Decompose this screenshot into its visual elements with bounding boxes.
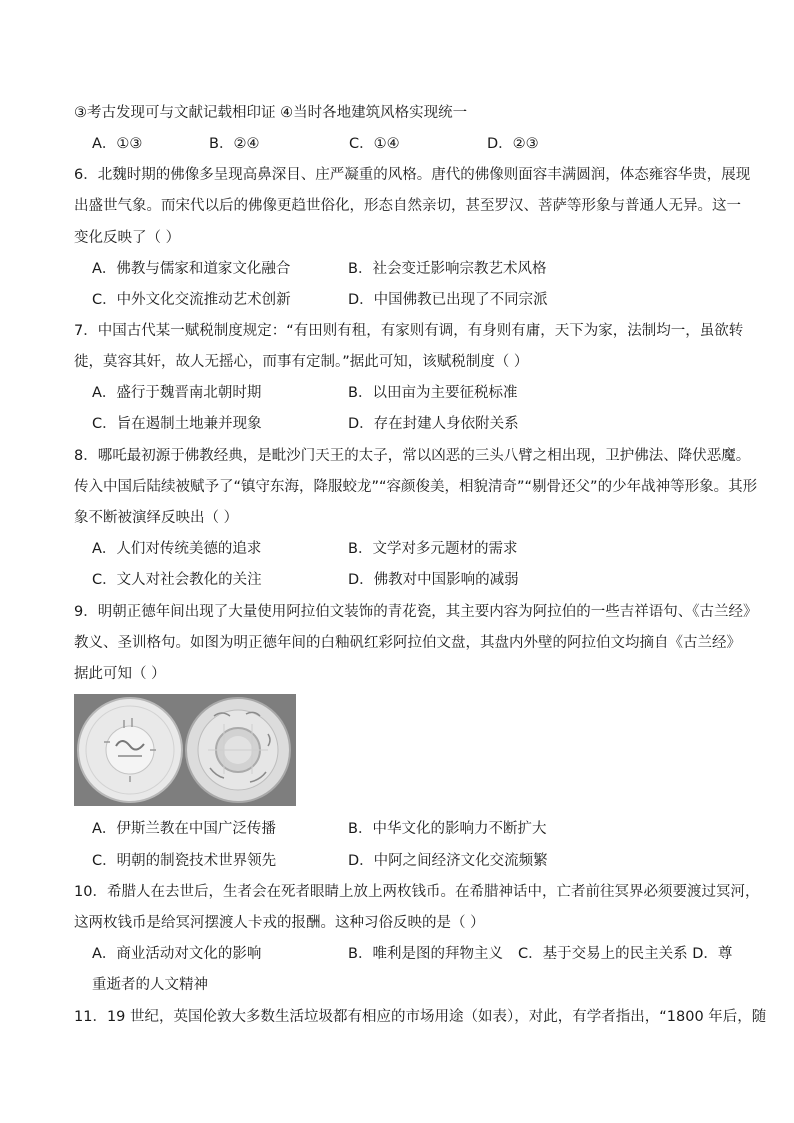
q9-option-c[interactable]: C．明朝的制瓷技术世界领先 [92,853,277,869]
q5-option-b[interactable]: B．②④ [209,136,260,152]
q6-stem-line-3: 变化反映了（ ） [74,230,181,246]
q5-statement-line: ③考古发现可与文献记载相印证 ④当时各地建筑风格实现统一 [74,105,468,121]
q7-option-d[interactable]: D．存在封建人身依附关系 [348,416,519,432]
q8-option-c[interactable]: C．文人对社会教化的关注 [92,572,262,588]
q10-stem-line-1: 10．希腊人在去世后，生者会在死者眼睛上放上两枚钱币。在希腊神话中，亡者前往冥界必须要渡过冥河， [74,884,760,900]
q9-option-a[interactable]: A．伊斯兰教在中国广泛传播 [92,821,276,837]
q6-option-b[interactable]: B．社会变迁影响宗教艺术风格 [348,261,547,277]
q8-stem-line-2: 传入中国后陆续被赋予了“镇守东海，降服蛟龙”“容颜俊美，相貌清奇”“剔骨还父”的少年战神等形象。其形 [74,479,758,495]
q11-stem-line-1: 11．19 世纪，英国伦敦大多数生活垃圾都有相应的市场用途（如表），对此，有学者指出，“1800 年后，随 [74,1009,767,1025]
q6-stem-line-1: 6．北魏时期的佛像多呈现高鼻深目、庄严凝重的风格。唐代的佛像则面容丰满圆润，体态雍容华贵，展现 [74,167,751,183]
arabic-plates-photo [74,694,296,806]
q9-stem-line-2: 教义、圣训格句。如图为明正德年间的白釉矾红彩阿拉伯文盘，其盘内外壁的阿拉伯文均摘自《古兰经》 [74,635,741,651]
q8-option-a[interactable]: A．人们对传统美德的追求 [92,541,262,557]
q8-stem-line-3: 象不断被演绎反映出（ ） [74,510,239,526]
q8-option-d[interactable]: D．佛教对中国影响的减弱 [348,572,519,588]
q10-option-a[interactable]: A．商业活动对文化的影响 [92,946,262,962]
q10-option-c-and-d[interactable]: C．基于交易上的民主关系 D．尊 [518,946,733,962]
q7-option-b[interactable]: B．以田亩为主要征税标准 [348,385,518,401]
q10-stem-line-2: 这两枚钱币是给冥河摆渡人卡戎的报酬。这种习俗反映的是（ ） [74,915,485,931]
q8-stem-line-1: 8．哪吒最初源于佛教经典，是毗沙门天王的太子，常以凶恶的三头八臂之相出现，卫护佛法、降伏恶魔。 [74,448,751,464]
q7-stem-line-1: 7．中国古代某一赋税制度规定：“有田则有租，有家则有调，有身则有庸，天下为家，法制均一，虽欲转 [74,323,744,339]
q7-option-a[interactable]: A．盛行于魏晋南北朝时期 [92,385,262,401]
q9-stem-line-3: 据此可知（ ） [74,666,166,682]
q6-option-a[interactable]: A．佛教与儒家和道家文化融合 [92,261,291,277]
q7-option-c[interactable]: C．旨在遏制土地兼并现象 [92,416,262,432]
q9-option-d[interactable]: D．中阿之间经济文化交流频繁 [348,853,548,869]
q5-option-d[interactable]: D．②③ [487,136,539,152]
q6-stem-line-2: 出盛世气象。而宋代以后的佛像更趋世俗化，形态自然亲切，甚至罗汉、菩萨等形象与普通人无异。这一 [74,198,741,214]
q10-option-d-wrap[interactable]: 重逝者的人文精神 [92,977,208,993]
q8-option-b[interactable]: B．文学对多元题材的需求 [348,541,518,557]
q6-option-d[interactable]: D．中国佛教已出现了不同宗派 [348,292,548,308]
q9-option-b[interactable]: B．中华文化的影响力不断扩大 [348,821,547,837]
q9-stem-line-1: 9．明朝正德年间出现了大量使用阿拉伯文装饰的青花瓷，其主要内容为阿拉伯的一些吉祥语句、《古兰经》 [74,604,758,620]
q5-option-c[interactable]: C．①④ [349,136,400,152]
plates-illustration [74,694,296,806]
q10-option-b[interactable]: B．唯利是图的拜物主义 [348,946,503,962]
q6-option-c[interactable]: C．中外文化交流推动艺术创新 [92,292,291,308]
q7-stem-line-2: 徙，莫容其奸，故人无摇心，而事有定制。”据此可知，该赋税制度（ ） [74,354,529,370]
q5-option-a[interactable]: A．①③ [92,136,143,152]
